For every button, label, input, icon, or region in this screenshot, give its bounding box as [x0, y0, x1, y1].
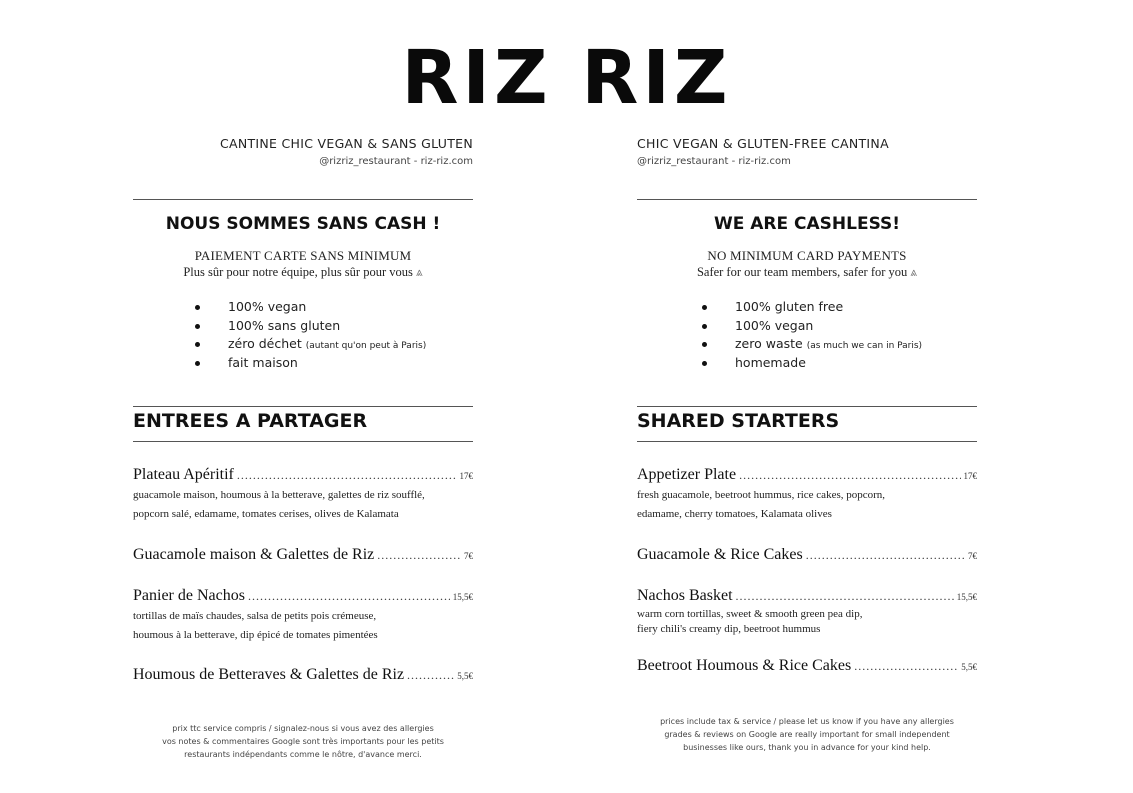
bullet-icon [195, 324, 200, 329]
dot-leader [407, 668, 454, 683]
menu-item [637, 587, 977, 637]
tagline: CHIC VEGAN & GLUTEN-FREE CANTINA [637, 136, 889, 151]
dot-leader [248, 589, 450, 604]
hands-icon: ⩓ [415, 265, 423, 279]
bullet-icon [702, 361, 707, 366]
item-name: Guacamole & Rice Cakes [637, 546, 803, 563]
list-item: zero waste (as much we can in Paris) [702, 335, 922, 354]
bullet-icon [702, 305, 707, 310]
menu-item [637, 657, 977, 675]
item-name: Panier de Nachos [133, 587, 245, 604]
bullet-icon [702, 324, 707, 329]
menu-item [133, 587, 473, 645]
cashless-title: WE ARE CASHLESS! [713, 214, 901, 234]
features-list [195, 298, 426, 372]
item-price: 5,5€ [457, 671, 473, 681]
item-name: Plateau Apéritif [133, 466, 234, 483]
item-description: tortillas de maïs chaudes, salsa de petits pois crémeuse, houmous à la betterave, dip épicé de tomates pimentées [133, 610, 378, 641]
list-item: 100% gluten free [702, 298, 922, 317]
bullet-icon [195, 305, 200, 310]
footer-note: prix ttc service compris / signalez-nous si vous avez des allergies vos notes & commentaires Google sont très importants pour les petits restaurants indépendants comme le nôtre, d'avance merci. [162, 724, 444, 759]
cashless-note [637, 265, 977, 280]
cashless-subtitle: NO MINIMUM CARD PAYMENTS [707, 248, 907, 263]
social-handle: @rizriz_restaurant - riz-riz.com [319, 156, 473, 167]
list-item: zéro déchet (autant qu'on peut à Paris) [195, 335, 426, 354]
item-name: Houmous de Betteraves & Galettes de Riz [133, 666, 405, 683]
section-title: SHARED STARTERS [637, 410, 840, 432]
cashless-note [133, 265, 473, 280]
footer-note: prices include tax & service / please let us know if you have any allergies grades & reviews on Google are really important for small independent businesses like ours, thank you in advance for your kind help. [660, 717, 954, 752]
item-price: 17€ [459, 471, 473, 481]
bullet-icon [195, 361, 200, 366]
dot-leader [237, 468, 457, 483]
item-description: guacamole maison, houmous à la betterave, galettes de riz soufflé, popcorn salé, edamame, tomates cerises, olives de Kalamata [133, 489, 425, 520]
list-item: 100% vegan [195, 298, 426, 317]
restaurant-logo: RIZ RIZ [401, 35, 732, 121]
menu-item [133, 466, 473, 524]
item-description: warm corn tortillas, sweet & smooth green pea dip, fiery chili's creamy dip, beetroot hummus [637, 608, 863, 635]
item-description: fresh guacamole, beetroot hummus, rice cakes, popcorn, edamame, cherry tomatoes, Kalamata olives [637, 489, 886, 520]
bullet-icon [195, 342, 200, 347]
menu-item [637, 466, 977, 524]
divider [637, 406, 977, 407]
item-name: Guacamole maison & Galettes de Riz [133, 546, 375, 563]
dot-leader [736, 589, 954, 604]
dot-leader [377, 548, 461, 563]
menu-item [133, 546, 473, 564]
item-name: Nachos Basket [637, 587, 733, 604]
section-title: ENTREES A PARTAGER [133, 410, 368, 432]
social-handle: @rizriz_restaurant - riz-riz.com [637, 156, 791, 167]
list-item: 100% sans gluten [195, 317, 426, 336]
list-item: fait maison [195, 354, 426, 373]
item-price: 7€ [968, 551, 977, 561]
divider [133, 441, 473, 442]
features-list [702, 298, 922, 372]
menu-item [637, 546, 977, 564]
tagline: CANTINE CHIC VEGAN & SANS GLUTEN [219, 136, 473, 151]
divider [637, 199, 977, 200]
item-price: 17€ [963, 471, 977, 481]
divider [133, 406, 473, 407]
item-name: Beetroot Houmous & Rice Cakes [637, 657, 852, 674]
cashless-subtitle: PAIEMENT CARTE SANS MINIMUM [194, 248, 412, 263]
divider [637, 441, 977, 442]
cashless-note-text: Safer for our team members, safer for you [696, 265, 908, 279]
item-price: 15,5€ [452, 592, 473, 602]
item-price: 15,5€ [956, 592, 977, 602]
dot-leader [854, 659, 958, 674]
cashless-title: NOUS SOMMES SANS CASH ! [165, 214, 441, 234]
dot-leader [806, 548, 965, 563]
item-price: 7€ [464, 551, 473, 561]
list-item: homemade [702, 354, 922, 373]
dot-leader [739, 468, 960, 483]
item-price: 5,5€ [961, 662, 977, 672]
bullet-icon [702, 342, 707, 347]
hands-icon: ⩓ [910, 265, 918, 279]
divider [133, 199, 473, 200]
item-name: Appetizer Plate [637, 466, 737, 483]
cashless-note-text: Plus sûr pour notre équipe, plus sûr pour vous [183, 265, 413, 279]
list-item: 100% vegan [702, 317, 922, 336]
menu-item [133, 666, 473, 684]
